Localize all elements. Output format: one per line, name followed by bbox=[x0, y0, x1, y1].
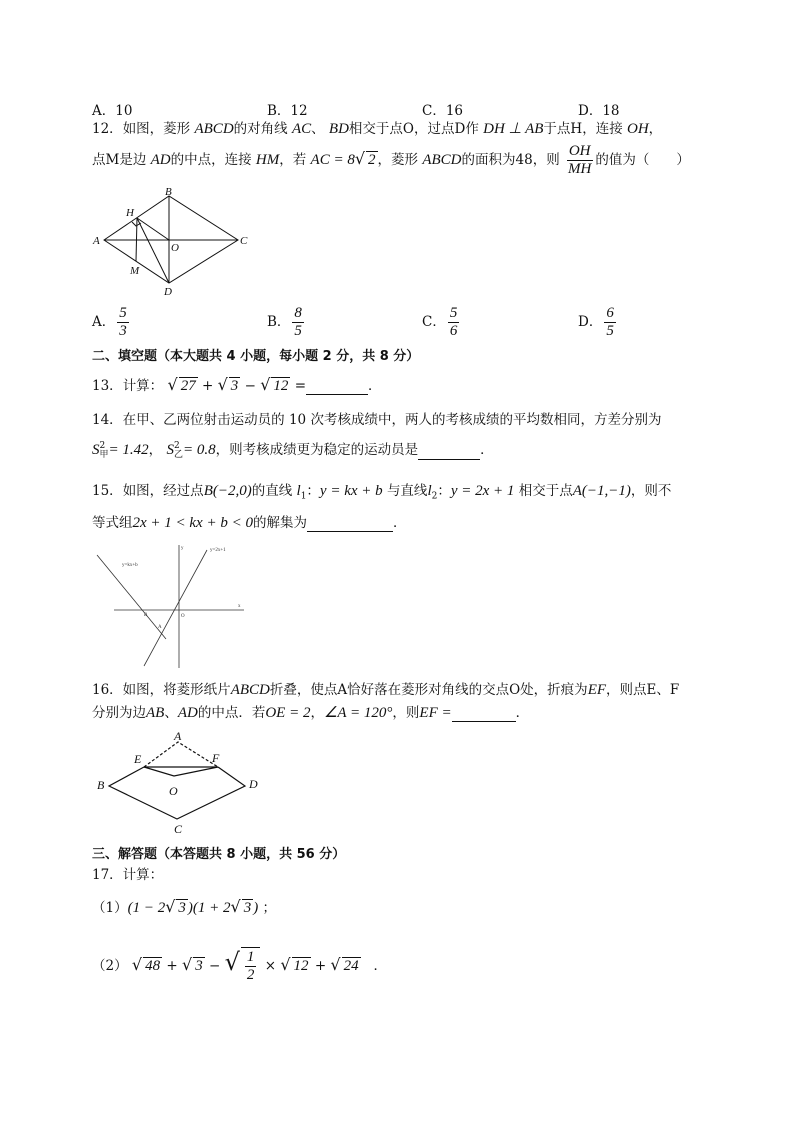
q12-rhombus-figure bbox=[90, 185, 250, 297]
label-a: A bbox=[93, 235, 100, 247]
label-a: A bbox=[158, 625, 162, 630]
segment-hm bbox=[136, 218, 137, 261]
label-line1: y=kx+b bbox=[122, 563, 138, 568]
q12-line2: 点M是边 AD的中点，连接 HM，若 AC = 8√ 2 ，菱形 ABCD的面积为48，则 $\frac{OH}{MH}$ 的值为（ ） bbox=[92, 143, 690, 177]
label-o: O bbox=[171, 242, 179, 254]
label-c: C bbox=[174, 822, 183, 836]
q11-option-b: B．12 bbox=[267, 103, 308, 119]
q13-line: 13．计算： √ 27 + √ 3 − √ 12 = ． bbox=[92, 375, 382, 394]
label-o: O bbox=[169, 784, 178, 798]
label-b: B bbox=[165, 186, 172, 198]
q15-answer-blank[interactable] bbox=[307, 531, 393, 532]
q14-answer-blank[interactable] bbox=[418, 459, 480, 460]
q15-line1: 15．如图，经过点B(−2,0)的直线 $l_1$：y = kx + b 与直线$l_2$：y = 2x + 1 相交于点A(−1,−1)，则不 bbox=[92, 483, 672, 502]
label-line2: y=2x+1 bbox=[210, 548, 226, 553]
q15-line2: 等式组2x + 1 < kx + b < 0的解集为 ． bbox=[92, 515, 407, 531]
folded-triangle bbox=[144, 767, 218, 776]
q17-part1: （1）(1 − 2√ 3 )(1 + 2√ 3 ) ； bbox=[92, 897, 277, 916]
label-h: H bbox=[126, 207, 134, 219]
q11-option-d: D．18 bbox=[578, 103, 620, 119]
q16-answer-blank[interactable] bbox=[452, 721, 516, 722]
section2-title: 二、填空题（本大题共 4 小题，每小题 2 分，共 8 分） bbox=[92, 349, 420, 364]
segment-dh bbox=[137, 218, 169, 283]
q11-option-c: C．16 bbox=[422, 103, 464, 119]
q12-option-d: D． $\frac{6}{5}$ bbox=[578, 305, 614, 339]
q12-fraction: $\frac{OH}{MH}$ bbox=[568, 143, 592, 177]
label-a: A bbox=[174, 729, 182, 743]
label-m: M bbox=[130, 265, 140, 277]
section3-title: 三、解答题（本答题共 8 小题，共 56 分） bbox=[92, 847, 346, 862]
q15-graph-figure bbox=[92, 540, 252, 670]
q16-fold-figure bbox=[92, 726, 272, 836]
folded-corner-dashed bbox=[144, 742, 218, 767]
q17-part2: （2） √ 48 + √ 3 − √ $\frac{1}{2}$ × √ 12 + √ 24 ． bbox=[92, 948, 387, 983]
label-b: B bbox=[97, 778, 105, 792]
label-y: y bbox=[181, 546, 184, 551]
q14-line2: S 2 甲 = 1.42， S 2 乙 = 0.8，则考核成绩更为稳定的运动员是 ． bbox=[92, 440, 494, 460]
label-c: C bbox=[240, 235, 248, 247]
segment-oh bbox=[137, 218, 169, 240]
label-d: D bbox=[249, 777, 258, 791]
label-o: O bbox=[181, 614, 185, 619]
q16-line2: 分别为边AB、AD的中点．若OE = 2，∠A = 120°，则EF = ． bbox=[92, 705, 530, 721]
label-b: B bbox=[144, 613, 148, 618]
label-f: F bbox=[212, 751, 220, 765]
line-2x-plus-1 bbox=[144, 550, 207, 666]
q14-line1: 14．在甲、乙两位射击运动员的 10 次考核成绩中，两人的考核成绩的平均数相同，方差分别为 bbox=[92, 412, 662, 428]
q12-option-c: C． $\frac{5}{6}$ bbox=[422, 305, 458, 339]
q12-option-b: B． $\frac{8}{5}$ bbox=[267, 305, 302, 339]
q12-line1: 12．如图，菱形 ABCD的对角线 AC、 BD相交于点O，过点D作 DH ⊥ AB于点H，连接 OH， bbox=[92, 121, 663, 137]
q12-option-a: A． $\frac{5}{3}$ bbox=[92, 305, 127, 339]
q11-option-a: A．10 bbox=[92, 103, 133, 119]
label-e: E bbox=[134, 752, 142, 766]
label-x: x bbox=[238, 604, 241, 609]
q17-title: 17．计算： bbox=[92, 867, 164, 883]
q13-answer-blank[interactable] bbox=[306, 394, 368, 395]
label-d: D bbox=[164, 286, 172, 297]
q16-line1: 16．如图，将菱形纸片ABCD折叠，使点A恰好落在菱形对角线的交点O处，折痕为EF，则点E、F bbox=[92, 682, 680, 698]
